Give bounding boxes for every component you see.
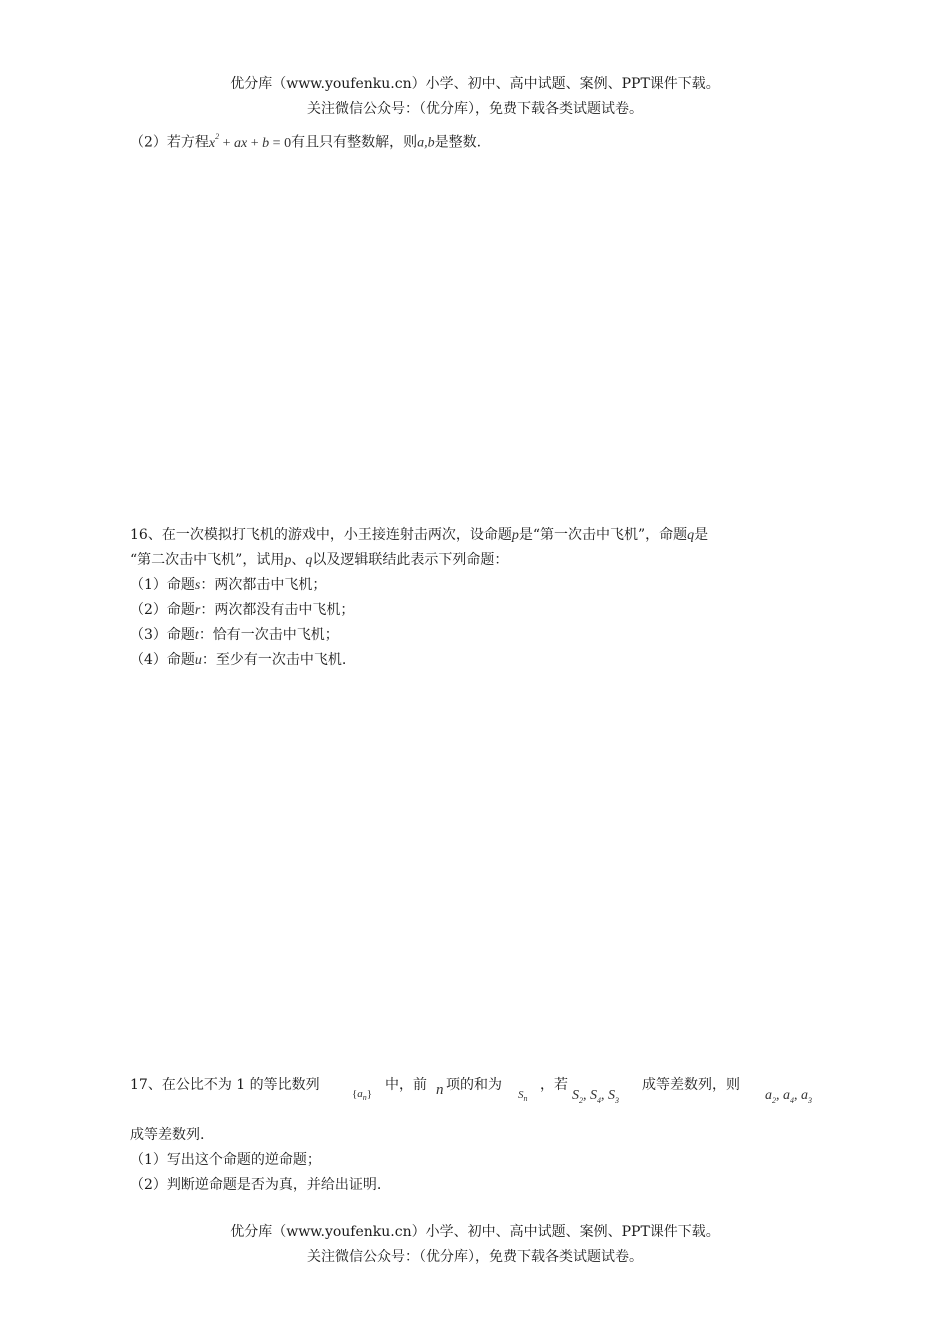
q16-l2-sep: 、 [291,552,306,568]
q17-text-2: 中，前 [385,1077,427,1093]
footer-line-1: 优分库（www.youfenku.cn）小学、初中、高中试题、案例、PPT课件下载。 [230,1224,720,1240]
header-line-1: 优分库（www.youfenku.cn）小学、初中、高中试题、案例、PPT课件下载。 [230,76,720,92]
q17-terms: $a_2$, $a_4$, $a_3$ [765,1088,812,1105]
q16-item-4 [130,649,346,672]
q15-part2 [130,128,481,155]
header-line-2: 关注微信公众号：（优分库），免费下载各类试题试卷。 [307,101,643,117]
q16-var-p: p [511,528,519,543]
q16-l2-var-p: p [284,553,292,568]
q16-line-1 [130,524,708,547]
q17-text-3: 项的和为 [446,1077,502,1093]
q16-item-2-var: r [194,603,201,618]
footer-line-2: 关注微信公众号：（优分库），免费下载各类试题试卷。 [307,1249,643,1265]
q16-l2-var-q: q [305,553,313,568]
q15-vars: a,b [417,135,435,151]
q16-item-3-text: ：恰有一次击中飞机； [198,627,339,643]
q17-text-1: 17、在公比不为 1 的等比数列 [130,1077,320,1093]
q17-sequence-an: $\{a_n\}$ [352,1088,373,1103]
q16-var-q: q [687,528,695,543]
q17-text-4: ，若 [540,1077,568,1093]
q16-item-2-pre: （2）命题 [130,602,195,618]
q17-sum-sn: $S_n$ [518,1089,528,1104]
q17-line-2: 成等差数列. [130,1127,205,1143]
q15-part2-prefix: （2）若方程 [130,134,209,151]
q16-l1-text-c: 是 [694,527,709,543]
q15-part2-middle: 有且只有整数解，则 [291,134,418,151]
q17-item-2: （2）判断逆命题是否为真，并给出证明. [130,1177,382,1193]
q16-item-4-pre: （4）命题 [130,652,195,668]
q16-item-1 [130,574,326,597]
q16-item-3-pre: （3）命题 [130,627,195,643]
q15-part2-end: 是整数. [434,134,482,151]
q16-item-4-var: u [194,653,202,668]
q17-sums: $S_2$, $S_4$, $S_3$ [572,1088,619,1105]
q16-item-3-var: t [194,628,199,643]
q16-item-1-text: ：两次都击中飞机； [200,577,327,593]
q16-line-2 [130,549,508,572]
q15-equation: $x^2$ + ax + b = 0 [208,132,292,151]
q16-item-3 [130,624,339,647]
q16-item-2 [130,599,354,622]
q16-l2-text-b: 以及逻辑联结此表示下列命题： [312,552,509,568]
q16-item-1-pre: （1）命题 [130,577,195,593]
q17-var-n: n [436,1082,444,1098]
q16-l1-text-b: 是“第一次击中飞机”，命题 [518,527,688,543]
q17-item-1: （1）写出这个命题的逆命题； [130,1152,321,1168]
q16-l2-text-a: “第二次击中飞机”，试用 [130,552,285,568]
q16-item-1-var: s [194,578,201,593]
q16-l1-text-a: 16、在一次模拟打飞机的游戏中，小王接连射击两次，设命题 [130,527,512,543]
q16-item-4-text: ：至少有一次击中飞机. [201,652,347,668]
q17-text-5: 成等差数列，则 [642,1077,740,1093]
q16-item-2-text: ：两次都没有击中飞机； [200,602,355,618]
